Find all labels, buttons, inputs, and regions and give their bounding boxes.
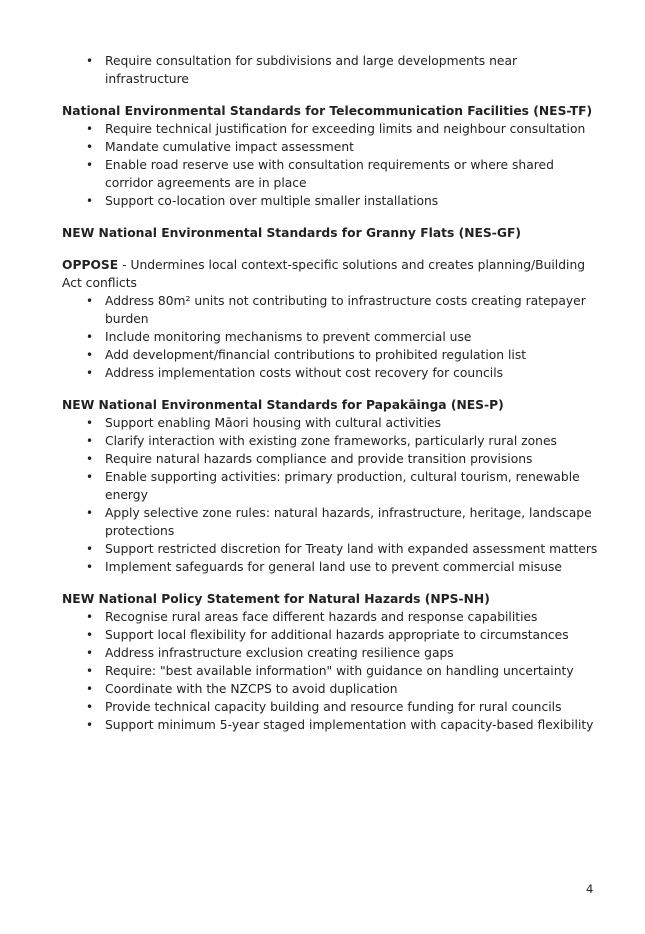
nes-tf-bullet-list [62, 120, 602, 210]
list-item: • Mandate cumulative impact assessment [62, 138, 602, 156]
list-item: • Support co-location over multiple smaller installations [62, 192, 602, 210]
stance-paragraph [62, 256, 602, 292]
list-item: • Support restricted discretion for Treaty land with expanded assessment matters [62, 540, 602, 558]
page-content [62, 52, 602, 734]
list-item: • Support local flexibility for additional hazards appropriate to circumstances [62, 626, 602, 644]
section-heading-nes-p: NEW National Environmental Standards for Papakāinga (NES-P) [62, 398, 504, 412]
list-item: • Add development/financial contributions to prohibited regulation list [62, 346, 602, 364]
intro-bullet-list [62, 52, 602, 88]
list-item: • Enable road reserve use with consultation requirements or where shared corridor agreements are in place [62, 156, 602, 192]
list-item: • Include monitoring mechanisms to prevent commercial use [62, 328, 602, 346]
list-item: • Implement safeguards for general land use to prevent commercial misuse [62, 558, 602, 576]
list-item: • Require natural hazards compliance and provide transition provisions [62, 450, 602, 468]
list-item: • Require consultation for subdivisions and large developments near infrastructure [62, 52, 602, 88]
nes-p-bullet-list [62, 414, 602, 576]
list-item: • Address infrastructure exclusion creating resilience gaps [62, 644, 602, 662]
list-item: • Apply selective zone rules: natural hazards, infrastructure, heritage, landscape protections [62, 504, 602, 540]
list-item: • Support enabling Māori housing with cultural activities [62, 414, 602, 432]
list-item: • Recognise rural areas face different hazards and response capabilities [62, 608, 602, 626]
section-heading-nps-nh: NEW National Policy Statement for Natural Hazards (NPS-NH) [62, 592, 490, 606]
list-item: • Enable supporting activities: primary production, cultural tourism, renewable energy [62, 468, 602, 504]
page-number: 4 [586, 882, 594, 896]
list-item: • Coordinate with the NZCPS to avoid duplication [62, 680, 602, 698]
stance-label: OPPOSE [62, 258, 119, 272]
list-item: • Address implementation costs without cost recovery for councils [62, 364, 602, 382]
list-item: • Require: "best available information" with guidance on handling uncertainty [62, 662, 602, 680]
nps-nh-bullet-list [62, 608, 602, 734]
list-item: • Provide technical capacity building and resource funding for rural councils [62, 698, 602, 716]
nes-gf-bullet-list [62, 292, 602, 382]
list-item: • Support minimum 5-year staged implementation with capacity-based flexibility [62, 716, 602, 734]
list-item: • Address 80m² units not contributing to infrastructure costs creating ratepayer burden [62, 292, 602, 328]
section-heading-nes-tf: National Environmental Standards for Telecommunication Facilities (NES-TF) [62, 104, 593, 118]
section-heading-nes-gf: NEW National Environmental Standards for Granny Flats (NES-GF) [62, 226, 521, 240]
list-item: • Clarify interaction with existing zone frameworks, particularly rural zones [62, 432, 602, 450]
list-item: • Require technical justification for exceeding limits and neighbour consultation [62, 120, 602, 138]
stance-text: - Undermines local context-specific solutions and creates planning/Building Act conflicts [62, 258, 586, 290]
